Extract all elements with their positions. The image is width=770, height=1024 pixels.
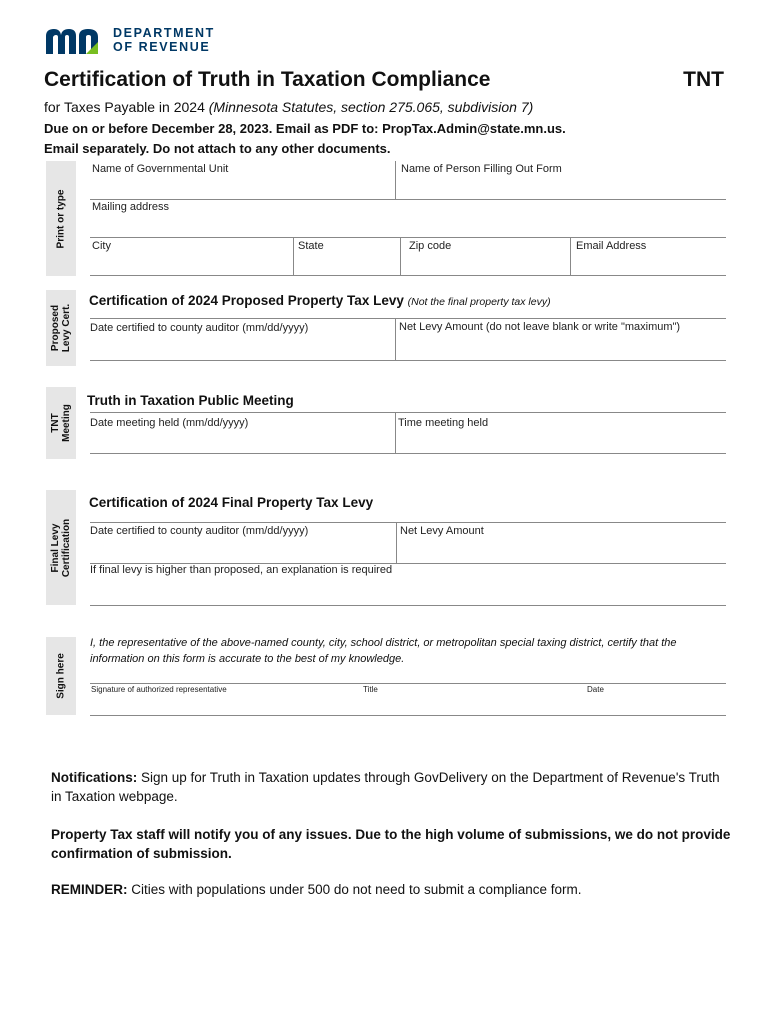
divider [293,237,294,275]
city-field[interactable]: City [92,240,111,252]
meeting-title: Truth in Taxation Public Meeting [87,393,294,408]
logo-text [113,26,215,54]
divider [395,412,396,453]
side-tab-meeting [46,387,76,459]
divider [90,199,726,200]
divider [90,453,726,454]
meeting-time-field[interactable]: Time meeting held [398,417,489,429]
due-line: Due on or before December 28, 2023. Email as PDF to: PropTax.Admin@state.mn.us. [44,121,566,136]
side-label-sign: Sign here [55,653,67,699]
side-label-proposed: Proposed Levy Cert. [50,303,72,353]
proposed-amount-field[interactable]: Net Levy Amount (do not leave blank or write "maximum") [399,321,681,333]
divider [395,161,396,199]
side-label-print: Print or type [55,189,67,248]
email-instructions: Email separately. Do not attach to any other documents. [44,141,391,156]
proposed-levy-heading [89,293,551,308]
reminder-text: Cities with populations under 500 do not need to submit a compliance form. [127,882,582,897]
dor-logo [44,26,215,54]
email-field[interactable]: Email Address [576,240,647,252]
form-subtitle [44,99,533,115]
gov-unit-field[interactable]: Name of Governmental Unit [92,163,229,175]
notifications-text: Sign up for Truth in Taxation updates through GovDelivery on the Department of Revenue's Truth in Taxation webpage. [51,770,720,804]
divider [90,275,726,276]
date-field[interactable]: Date [587,685,604,694]
mailing-address-field[interactable]: Mailing address [92,201,170,213]
logo-line-1: DEPARTMENT [113,26,215,40]
divider [90,522,726,523]
explanation-field[interactable]: If final levy is higher than proposed, an explanation is required [90,564,393,576]
logo-line-2: OF REVENUE [113,40,211,54]
final-levy-title: Certification of 2024 Final Property Tax Levy [89,495,374,510]
divider [90,715,726,716]
final-date-field[interactable]: Date certified to county auditor (mm/dd/yyyy) [90,525,309,537]
divider [90,360,726,361]
side-tab-sign [46,637,76,715]
reminder-note [51,880,731,899]
side-tab-final [46,490,76,605]
divider [90,412,726,413]
side-tab-print [46,161,76,276]
proposed-date-field[interactable]: Date certified to county auditor (mm/dd/yyyy) [90,322,309,334]
divider [90,605,726,606]
form-title: Certification of Truth in Taxation Compliance [44,68,491,91]
side-label-final: Final Levy Certification [50,518,72,577]
signature-field[interactable]: Signature of authorized representative [91,685,227,694]
divider [90,237,726,238]
proposed-levy-title: Certification of 2024 Proposed Property Tax Levy [89,293,404,308]
divider [90,683,726,684]
certification-statement: I, the representative of the above-named county, city, school district, or metropolitan special taxing district, certify that the information on this form is accurate to the best of my knowledge. [90,637,677,665]
divider [396,522,397,563]
staff-notice: Property Tax staff will notify you of any issues. Due to the high volume of submissions, we do not provide confirmation of submission. [51,827,731,861]
zip-field[interactable]: Zip code [409,240,452,252]
notifications-label: Notifications: [51,770,138,785]
side-label-meeting: TNT Meeting [50,404,72,442]
meeting-date-field[interactable]: Date meeting held (mm/dd/yyyy) [90,417,249,429]
notifications-note [51,768,731,806]
subtitle-plain: for Taxes Payable in 2024 [44,99,209,115]
proposed-levy-note: (Not the final property tax levy) [407,296,551,308]
side-tab-proposed [46,290,76,366]
divider [570,237,571,275]
final-amount-field[interactable]: Net Levy Amount [400,525,484,537]
subtitle-statute: (Minnesota Statutes, section 275.065, subdivision 7) [208,99,534,115]
title-field[interactable]: Title [363,685,378,694]
form-code: TNT [683,68,724,91]
divider [90,318,726,319]
divider [395,318,396,360]
state-field[interactable]: State [298,240,324,252]
divider [400,237,401,275]
person-name-field[interactable]: Name of Person Filling Out Form [401,163,562,175]
mn-logo-icon [44,26,104,54]
reminder-label: REMINDER: [51,882,128,897]
